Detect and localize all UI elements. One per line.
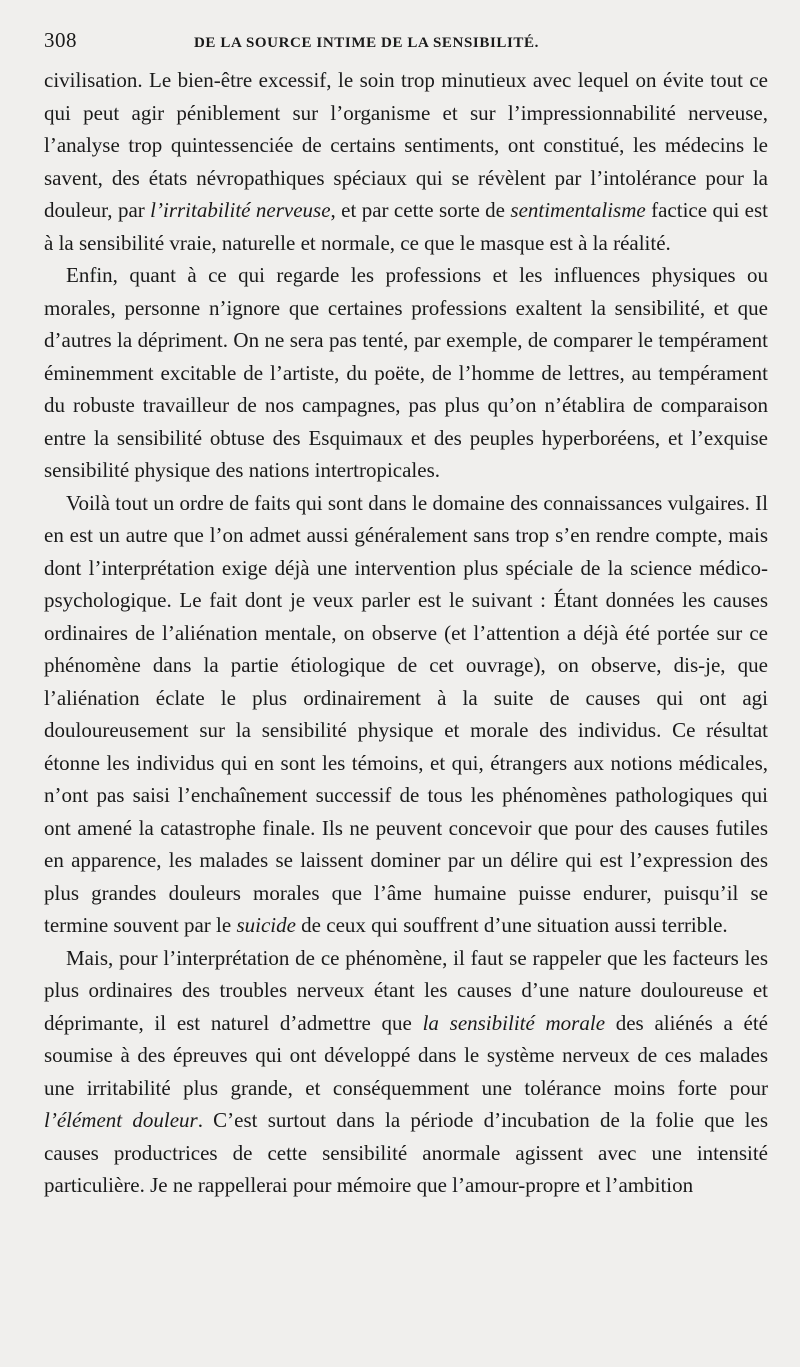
paragraph xyxy=(44,64,768,259)
text-run: factice qui est à la sensibilité vraie, naturelle et normale, ce que le masque est à la réalité. xyxy=(44,198,768,255)
italic-term: l’élément douleur xyxy=(44,1108,198,1132)
italic-term: la sensibilité morale xyxy=(422,1010,606,1035)
page-header xyxy=(44,28,768,60)
text-run: des aliénés a été soumise à des épreuves qui ont développé dans le système nerveux de ces malades une irritabilité plus grande, et conséquemment une tolérance moins forte pour xyxy=(44,1010,768,1100)
text-run: de ceux qui souffrent d’une situation aussi terrible. xyxy=(295,913,728,937)
text-run: Enfin, quant à ce qui regarde les professions et les influences physiques ou morales, personne n’ignore que certaines professions exaltent la sensibilité, et que d’autres la dépriment. On ne sera pas tenté, par exemple, de comparer le tempérament éminemment excitable de l’artiste, du poëte, de l’homme de lettres, au tempérament du robuste travailleur de nos campagnes, pas plus qu’on n’établira de comparaison entre la sensibilité obtuse des Esquimaux et des peuples hyperboréens, et l’exquise sensibilité physique des nations intertropicales. xyxy=(44,263,768,482)
text-run: civilisation. Le bien-être excessif, le soin trop minutieux avec lequel on évite tout ce qui peut agir péniblement sur l’organisme et sur l’impressionnabilité nerveuse, l’analyse trop quintessenciée de certains sentiments, ont constitué, les médecins le savent, des états névropathiques spéciaux qui se révèlent par l’intolérance pour la douleur, par xyxy=(44,68,768,222)
page-number: 308 xyxy=(44,28,77,52)
paragraph xyxy=(44,942,768,1202)
text-run: , et par cette sorte de xyxy=(330,198,511,222)
italic-term: l’irritabilité nerveuse xyxy=(150,198,331,222)
italic-term: sentimentalisme xyxy=(510,198,646,222)
paragraph xyxy=(44,487,768,942)
italic-term: suicide xyxy=(236,913,296,937)
text-run: Voilà tout un ordre de faits qui sont dans le domaine des connaissances vulgaires. Il en est un autre que l’on admet aussi généralement sans trop s’en rendre compte, mais dont l’interprétation exige déjà une intervention plus spéciale de la science médico-psychologique. Le fait dont je veux parler est le suivant : Étant données les causes ordinaires de l’aliénation mentale, on observe (et l’attention a déjà été portée sur ce phénomène dans la partie étiologique de cet ouvrage), on observe, dis-je, que l’aliénation éclate le plus ordinairement à la suite de causes qui ont agi douloureusement sur la sensibilité physique et morale des individus. Ce résultat étonne les individus qui en sont les témoins, et qui, étrangers aux notions médicales, n’ont pas saisi l’enchaînement successif de tous les phénomènes pathologiques qui ont amené la catastrophe finale. Ils ne peuvent concevoir que pour des causes futiles en apparence, les malades se laissent dominer par un délire qui est l’expression des plus grandes douleurs morales que l’âme humaine puisse endurer, puisqu’il se termine souvent par le xyxy=(44,490,768,937)
text-run: Mais, pour l’interprétation de ce phénomène, il faut se rappeler que les facteurs les plus ordinaires des troubles nerveux étant les causes d’une nature douloureuse et déprimante, il est naturel d’admettre que xyxy=(44,945,768,1035)
body-text xyxy=(44,64,768,1202)
text-run: . C’est surtout dans la période d’incubation de la folie que les causes productrices de cette sensibilité anormale agissent avec une intensité particulière. Je ne rappellerai pour mémoire que l’amour-propre et l’ambition xyxy=(44,1108,768,1197)
paragraph xyxy=(44,259,768,487)
running-title: DE LA SOURCE INTIME DE LA SENSIBILITÉ. xyxy=(194,35,539,51)
